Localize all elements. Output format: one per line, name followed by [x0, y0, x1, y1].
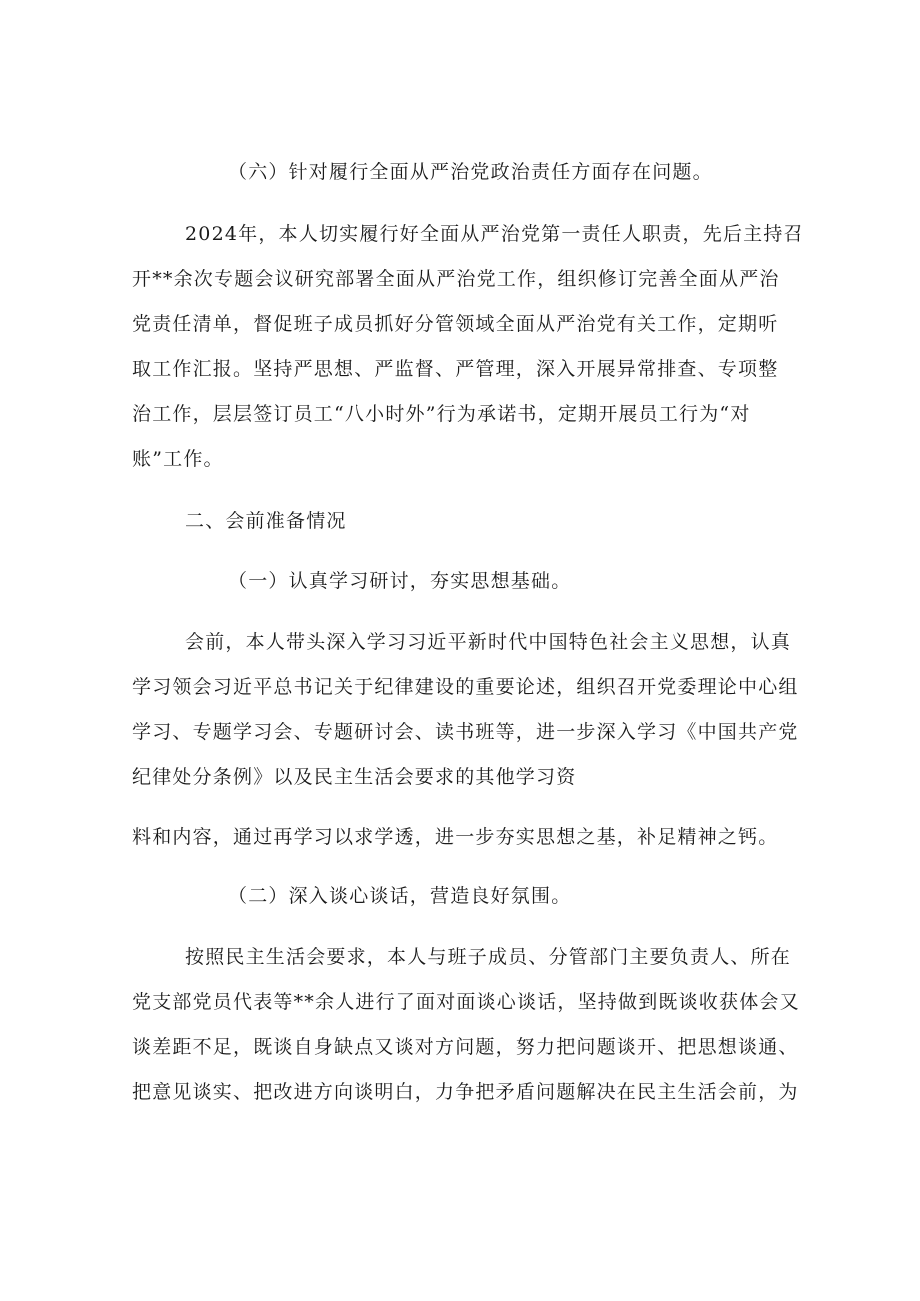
- subsection-1-heading: （一）认真学习研讨，夯实思想基础。: [228, 570, 572, 592]
- section-6-line-3: 党责任清单，督促班子成员抓好分管领域全面从严治党有关工作，定期听: [132, 313, 779, 335]
- section-6-line-1: 2024年，本人切实履行好全面从严治党第一责任人职责，先后主持召: [185, 223, 804, 245]
- subsection-2-line-3: 谈差距不足，既谈自身缺点又谈对方问题，努力把问题谈开、把思想谈通、: [132, 1036, 799, 1058]
- subsection-1-line-4: 纪律处分条例》以及民主生活会要求的其他学习资: [132, 766, 577, 788]
- subsection-2-heading: （二）深入谈心谈话，营造良好氛围。: [228, 885, 572, 907]
- subsection-2-line-1: 按照民主生活会要求，本人与班子成员、分管部门主要负责人、所在: [185, 946, 792, 968]
- subsection-2-line-4: 把意见谈实、把改进方向谈明白，力争把矛盾问题解决在民主生活会前，为: [132, 1081, 799, 1103]
- subsection-1-line-1: 会前，本人带头深入学习习近平新时代中国特色社会主义思想，认真: [185, 631, 792, 653]
- subsection-1-line-5: 料和内容，通过再学习以求学透，进一步夯实思想之基，补足精神之钙。: [132, 826, 779, 848]
- section-6-line-6: 账”工作。: [132, 448, 224, 470]
- subsection-1-line-3: 学习、专题学习会、专题研讨会、读书班等，进一步深入学习《中国共产党: [132, 721, 799, 743]
- subsection-2-line-2: 党支部党员代表等**余人进行了面对面谈心谈话，坚持做到既谈收获体会又: [132, 991, 800, 1013]
- section-6-line-4: 取工作汇报。坚持严思想、严监督、严管理，深入开展异常排查、专项整: [132, 358, 779, 380]
- subsection-1-line-2: 学习领会习近平总书记关于纪律建设的重要论述，组织召开党委理论中心组: [132, 676, 799, 698]
- section-2-heading: 二、会前准备情况: [185, 510, 347, 532]
- section-6-line-2: 开**余次专题会议研究部署全面从严治党工作，组织修订完善全面从严治: [132, 268, 780, 290]
- section-6-line-5: 治工作，层层签订员工“八小时外”行为承诺书，定期开展员工行为“对: [132, 403, 751, 425]
- section-6-heading: （六）针对履行全面从严治党政治责任方面存在问题。: [228, 161, 713, 183]
